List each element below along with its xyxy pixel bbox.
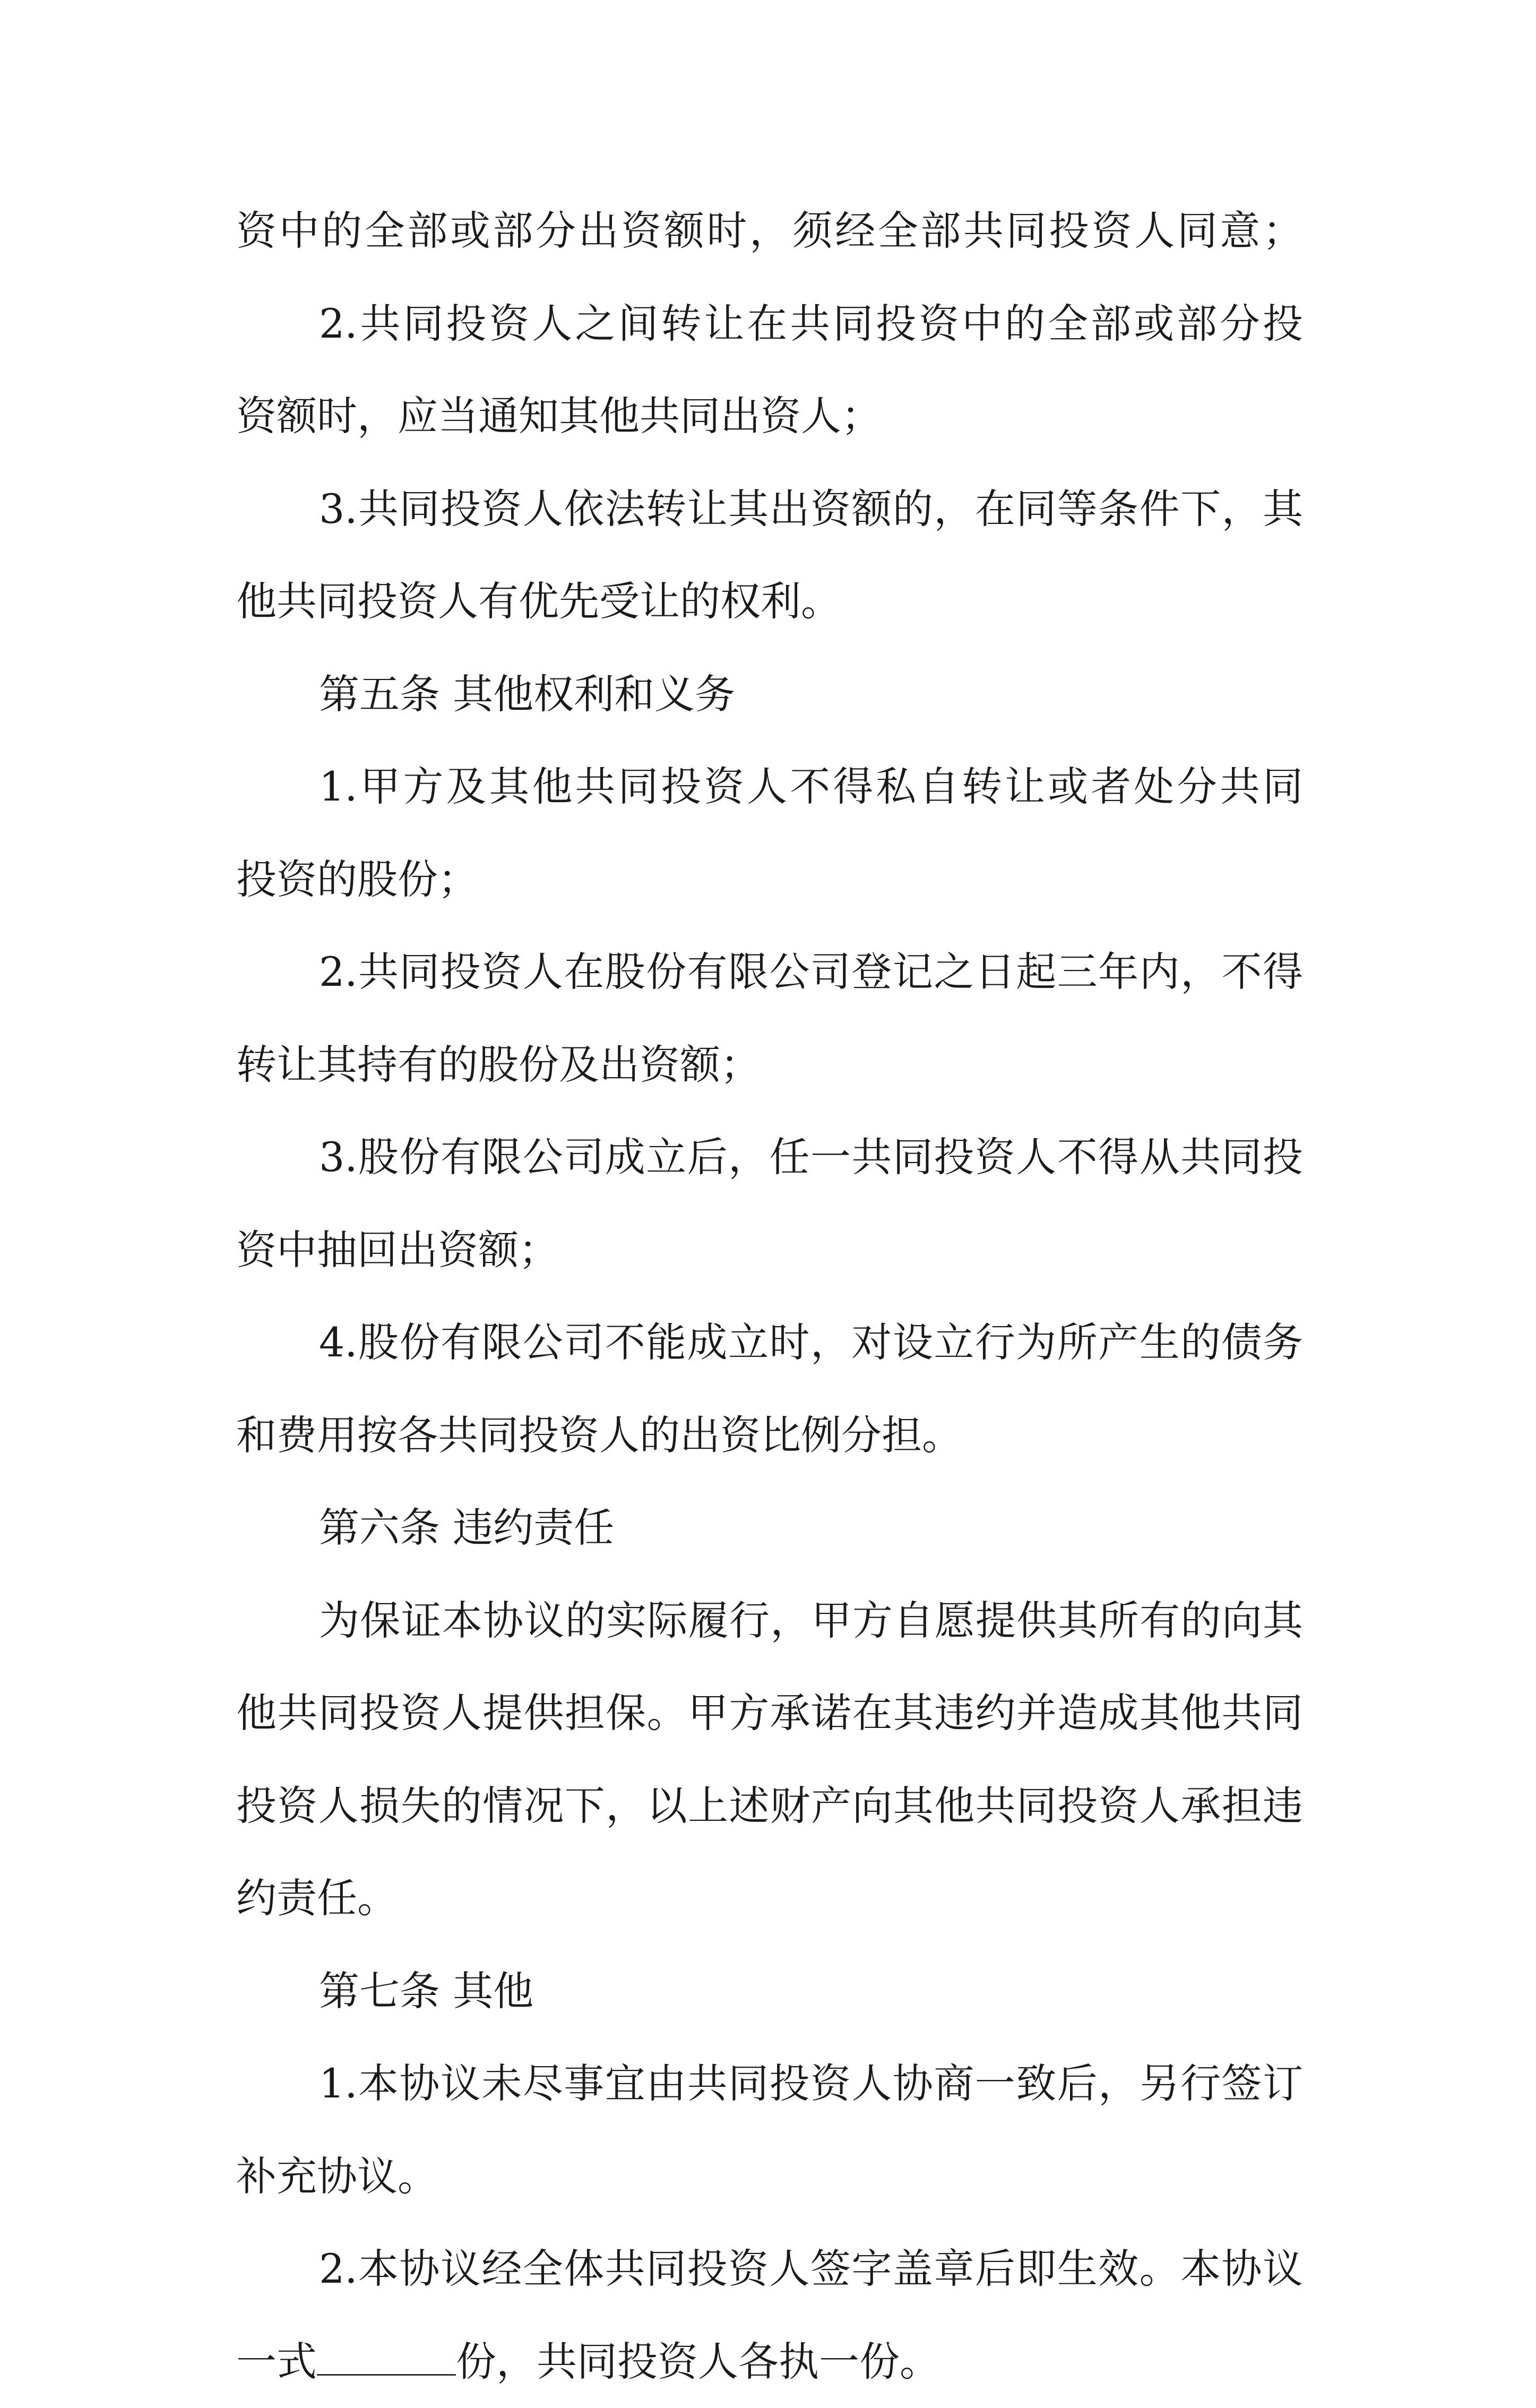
- paragraph-line: 为保证本协议的实际履行，甲方自愿提供其所有的向其: [236, 1575, 1303, 1667]
- paragraph-line: 补充协议。: [236, 2130, 1303, 2223]
- paragraph-line: 2.本协议经全体共同投资人签字盖章后即生效。本协议: [236, 2223, 1303, 2316]
- section-heading: 第五条 其他权利和义务: [236, 648, 1303, 741]
- copies-suffix: 份，共同投资人各执一份。: [456, 2338, 940, 2385]
- paragraph-line: 资中的全部或部分出资额时，须经全部共同投资人同意；: [236, 185, 1303, 278]
- copies-prefix: 一式: [236, 2338, 317, 2385]
- paragraph-line: 他共同投资人有优先受让的权利。: [236, 555, 1303, 648]
- paragraph-line: 2.共同投资人在股份有限公司登记之日起三年内，不得: [236, 926, 1303, 1019]
- paragraph-line: 1.本协议未尽事宜由共同投资人协商一致后，另行签订: [236, 2037, 1303, 2130]
- paragraph-line: 4.股份有限公司不能成立时，对设立行为所产生的债务: [236, 1296, 1303, 1389]
- paragraph-line: 约责任。: [236, 1852, 1303, 1945]
- paragraph-line: 3.共同投资人依法转让其出资额的，在同等条件下，其: [236, 463, 1303, 556]
- section-heading: 第六条 违约责任: [236, 1482, 1303, 1575]
- copies-blank: [317, 2342, 456, 2376]
- paragraph-line: 资中抽回出资额；: [236, 1204, 1303, 1297]
- paragraph-line-with-blank: [236, 2316, 1303, 2408]
- section-heading: 第七条 其他: [236, 1945, 1303, 2038]
- paragraph-line: 转让其持有的股份及出资额；: [236, 1019, 1303, 1112]
- paragraph-line: 1.甲方及其他共同投资人不得私自转让或者处分共同: [236, 741, 1303, 833]
- paragraph-line: 他共同投资人提供担保。甲方承诺在其违约并造成其他共同: [236, 1667, 1303, 1760]
- paragraph-line: 投资的股份；: [236, 833, 1303, 926]
- paragraph-line: 资额时，应当通知其他共同出资人；: [236, 370, 1303, 463]
- paragraph-line: 和费用按各共同投资人的出资比例分担。: [236, 1389, 1303, 1482]
- paragraph-line: 投资人损失的情况下，以上述财产向其他共同投资人承担违: [236, 1760, 1303, 1853]
- paragraph-line: 2.共同投资人之间转让在共同投资中的全部或部分投: [236, 278, 1303, 371]
- paragraph-line: 3.股份有限公司成立后，任一共同投资人不得从共同投: [236, 1111, 1303, 1204]
- document-body: [236, 185, 1303, 2408]
